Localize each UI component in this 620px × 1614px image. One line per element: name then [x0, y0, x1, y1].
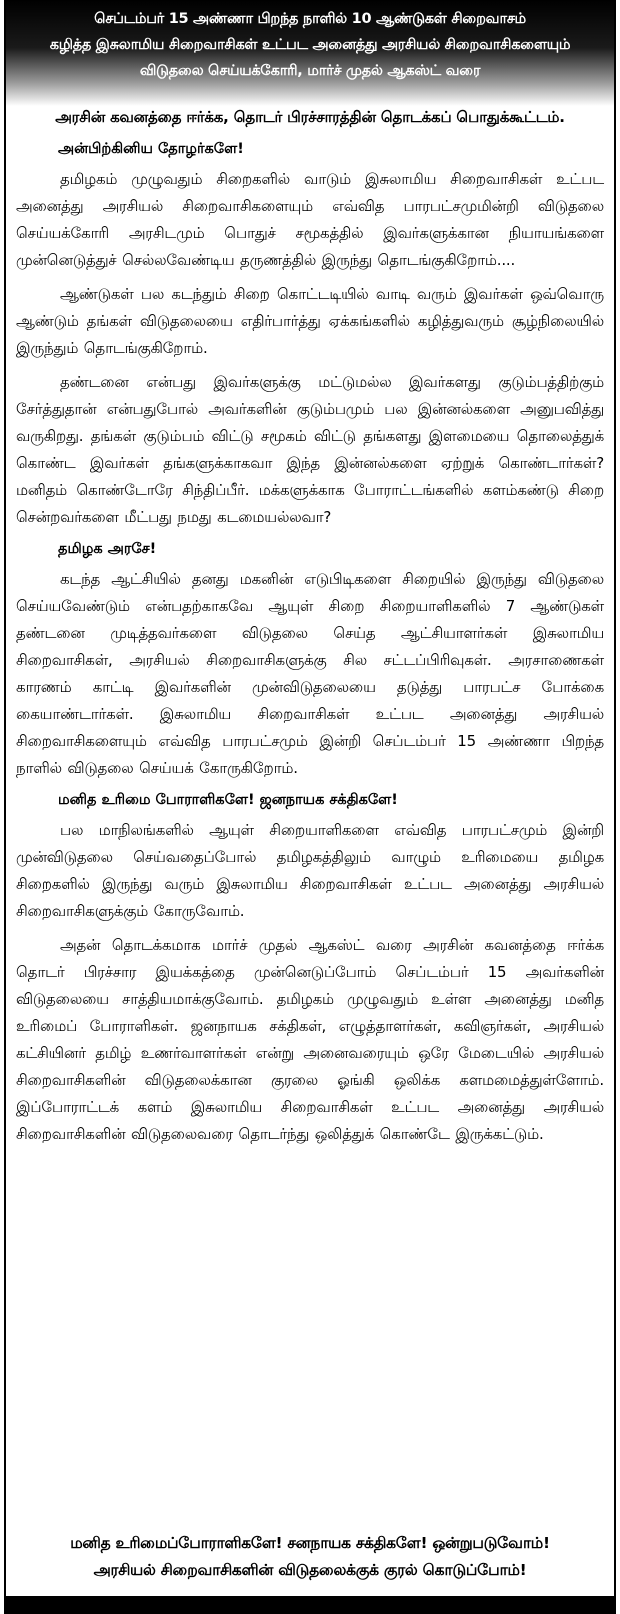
header-line-3: விடுதலை செய்யக்கோரி, மார்ச் முதல் ஆகஸ்ட் வரை	[139, 63, 481, 79]
leaflet-body	[16, 138, 604, 1155]
leaflet-page	[4, 0, 616, 1614]
closing-line-2: அரசியல் சிறைவாசிகளின் விடுதலைக்குக் குரல் கொடுப்போம்!	[93, 1561, 527, 1579]
leaflet-header	[6, 0, 614, 106]
paragraph: கடந்த ஆட்சியில் தனது மகனின் எடுபிடிகளை சிறையில் இருந்து விடுதலை செய்யவேண்டும் என்பதற்காகவே ஆயுள் சிறை சிறையாளிகளில் 7 ஆண்டுகள் தண்டனை முடித்தவர்களை விடுதலை செய்த ஆட்சியாளர்கள் இசுலாமிய சிறைவாசிகள், அரசியல் சிறைவாசிகளுக்கு சில சட்டப்பிரிவுகள். அரசாணைகள் காரணம் காட்டி இவர்களின் முன்விடுதலையை தடுத்து பாரபட்ச போக்கை கையாண்டார்கள். இசுலாமிய சிறைவாசிகள் உட்பட அனைத்து அரசியல் சிறைவாசிகளையும் எவ்வித பாரபட்சமும் இன்றி செப்டம்பர் 15 அண்ணா பிறந்த நாளில் விடுதலை செய்யக் கோருகிறோம்.	[16, 570, 604, 777]
bottom-border	[6, 1596, 614, 1614]
header-subtitle: அரசின் கவனத்தை ஈர்க்க, தொடர் பிரச்சாரத்தின் தொடக்கப் பொதுக்கூட்டம்.	[55, 108, 565, 126]
paragraph: அதன் தொடக்கமாக மார்ச் முதல் ஆகஸ்ட் வரை அரசின் கவனத்தை ஈர்க்க தொடர் பிரச்சார இயக்கத்தை முன்னெடுப்போம் செப்டம்பர் 15 அவர்களின் விடுதலையை சாத்தியமாக்குவோம். தமிழகம் முழுவதும் உள்ள அனைத்து மனித உரிமைப் போராளிகள். ஜனநாயக சக்திகள், எழுத்தாளர்கள், கவிஞர்கள், அரசியல் கட்சியினர் தமிழ் உணர்வாளர்கள் என்று அனைவரையும் ஒரே மேடையில் அரசியல் சிறைவாசிகளின் விடுதலைக்கான குரலை ஓங்கி ஒலிக்க களமமைத்துள்ளோம். இப்போராட்டக் களம் இசுலாமிய சிறைவாசிகள் உட்பட அனைத்து அரசியல் சிறைவாசிகளின் விடுதலைவரை தொடர்ந்து ஒலித்துக் கொண்டே இருக்கட்டும்.	[16, 936, 604, 1143]
section-heading-government: தமிழக அரசே!	[58, 541, 157, 557]
paragraph: தண்டனை என்பது இவர்களுக்கு மட்டுமல்ல இவர்களது குடும்பத்திற்கும் சேர்த்துதான் என்பதுபோல் அவர்களின் குடும்பமும் பல இன்னல்களை அனுபவித்து வருகிறது. தங்கள் குடும்பம் விட்டு சமூகம் விட்டு தங்களது இளமையை தொலைத்துக் கொண்ட இவர்கள் தங்களுக்காகவா இந்த இன்னல்களை ஏற்றுக் கொண்டார்கள்? மனிதம் கொண்டோரே சிந்திப்பீர். மக்களுக்காக போராட்டங்களில் களம்கண்டு சிறை சென்றவர்களை மீட்பது நமது கடமையல்லவா?	[16, 373, 604, 526]
paragraph: பல மாநிலங்களில் ஆயுள் சிறையாளிகளை எவ்வித பாரபட்சமும் இன்றி முன்விடுதலை செய்வதைப்போல் தமிழகத்திலும் வாழும் உரிமையை தமிழக சிறைகளில் இருந்து வரும் இசுலாமிய சிறைவாசிகள் உட்பட அனைத்து அரசியல் சிறைவாசிகளுக்கும் கோருவோம்.	[16, 821, 604, 920]
section-heading-comrades: அன்பிற்கினிய தோழர்களே!	[58, 141, 244, 157]
paragraph: தமிழகம் முழுவதும் சிறைகளில் வாடும் இசுலாமிய சிறைவாசிகள் உட்பட அனைத்து அரசியல் சிறைவாசிகளையும் எவ்வித பாரபட்சமுமின்றி விடுதலை செய்யக்கோரி அரசிடமும் பொதுச் சமூகத்தில் இவர்களுக்கான நியாயங்களை முன்னெடுத்துச் செல்லவேண்டிய தருணத்தில் இருந்து தொடங்குகிறோம்....	[16, 170, 604, 269]
closing-line-1: மனித உரிமைப்போராளிகளே! சனநாயக சக்திகளே! ஒன்றுபடுவோம்!	[70, 1534, 550, 1552]
paragraph: ஆண்டுகள் பல கடந்தும் சிறை கொட்டடியில் வாடி வரும் இவர்கள் ஒவ்வொரு ஆண்டும் தங்கள் விடுதலையை எதிர்பார்த்து ஏக்கங்களில் கழித்துவரும் சூழ்நிலையில் இருந்தும் தொடங்குகிறோம்.	[16, 285, 604, 357]
closing-slogans	[6, 1530, 614, 1584]
header-line-1: செப்டம்பர் 15 அண்ணா பிறந்த நாளில் 10 ஆண்டுகள் சிறைவாசம்	[94, 11, 526, 27]
header-line-2: கழித்த இசுலாமிய சிறைவாசிகள் உட்பட அனைத்து அரசியல் சிறைவாசிகளையும்	[49, 37, 571, 53]
section-heading-activists: மனித உரிமை போராளிகளே! ஜனநாயக சக்திகளே!	[58, 792, 398, 808]
